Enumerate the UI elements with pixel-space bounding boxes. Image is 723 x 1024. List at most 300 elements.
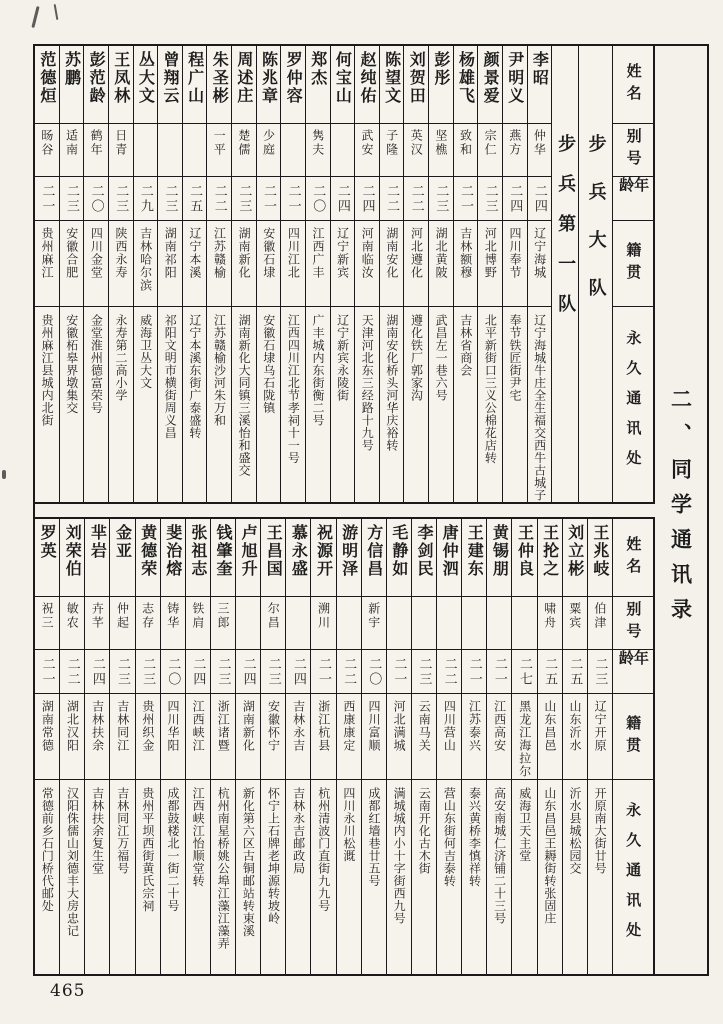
person-age: 二九	[137, 183, 153, 214]
person-native: 辽宁新宾	[335, 227, 350, 279]
person-age: 二三	[215, 656, 231, 687]
person-alias-cell	[355, 124, 379, 177]
person-age-cell	[563, 650, 587, 694]
person-age-cell	[412, 650, 436, 694]
person-native: 河北满城	[392, 700, 407, 752]
person-age: 二〇	[88, 183, 104, 214]
person-name: 曾翔云	[160, 51, 180, 105]
person-age-cell	[306, 177, 330, 221]
person-address: 成都鼓楼北一街二十号	[165, 787, 180, 912]
section-title: 二、同学通讯录	[668, 387, 694, 633]
person-alias-cell	[362, 597, 386, 650]
person-name: 王凤林	[111, 51, 131, 105]
person-native: 湖南常德	[40, 700, 55, 752]
person-native-cell	[136, 694, 160, 780]
person-address-cell	[186, 780, 210, 974]
person-name-cell	[158, 46, 182, 124]
person-alias: 铁肩	[190, 602, 205, 630]
person-column	[135, 519, 160, 974]
person-native-cell	[512, 694, 536, 780]
person-address: 祁阳文明市横街周义昌	[163, 314, 178, 439]
person-name: 钱肇奎	[213, 524, 233, 578]
tables-area	[35, 46, 655, 974]
person-column	[84, 519, 109, 974]
person-age-cell	[207, 177, 231, 221]
person-native-cell	[355, 221, 379, 307]
person-address-cell	[257, 307, 281, 502]
person-alias: 燕方	[507, 129, 522, 157]
person-name-cell	[538, 519, 562, 597]
person-name: 刘贺田	[407, 51, 427, 105]
person-alias: 坚樵	[433, 129, 448, 157]
person-name: 苏鹏	[62, 51, 82, 87]
person-alias: 子隆	[384, 129, 399, 157]
person-age-cell	[362, 650, 386, 694]
person-native-cell	[35, 221, 59, 307]
person-name: 朱圣彬	[210, 51, 230, 105]
person-name: 李剑民	[414, 524, 434, 578]
person-column	[486, 519, 511, 974]
person-native: 吉林哈尔滨	[138, 227, 153, 292]
person-age-cell	[429, 177, 453, 221]
person-name: 陈望文	[382, 51, 402, 105]
person-address-cell	[380, 307, 404, 502]
person-alias: 尔昌	[266, 602, 281, 630]
person-name-cell	[512, 519, 536, 597]
person-column	[511, 519, 536, 974]
person-name: 王仲良	[515, 524, 535, 578]
person-name: 范德烜	[37, 51, 57, 105]
person-column	[411, 519, 436, 974]
person-age: 二一	[491, 656, 507, 687]
person-column	[59, 519, 84, 974]
person-column	[256, 46, 281, 502]
person-name: 刘荣伯	[63, 524, 83, 578]
person-age-cell	[538, 650, 562, 694]
person-age: 二一	[457, 183, 473, 214]
person-alias-cell	[311, 597, 335, 650]
person-address-cell	[60, 780, 84, 974]
person-address-cell	[85, 780, 109, 974]
person-native-cell	[60, 221, 84, 307]
person-name: 王兆岐	[590, 524, 610, 578]
person-alias-cell	[306, 124, 330, 177]
person-age: 二四	[89, 656, 105, 687]
person-age: 二四	[334, 183, 350, 214]
person-column	[59, 46, 84, 502]
person-native: 江苏赣榆	[212, 227, 227, 279]
person-native-cell	[211, 694, 235, 780]
person-address: 贵州麻江县城内北街	[40, 314, 55, 427]
person-native: 湖南新化	[241, 700, 256, 752]
person-address: 吉林同江万福号	[115, 787, 130, 875]
header-alias	[613, 124, 653, 177]
person-address-cell	[311, 780, 335, 974]
person-address: 江苏赣榆沙河朱万和	[212, 314, 227, 427]
person-native-cell	[232, 221, 256, 307]
person-age: 二一	[39, 183, 55, 214]
person-column	[260, 519, 285, 974]
person-age-cell	[134, 177, 158, 221]
header-address-label: 永久通讯处	[624, 802, 643, 952]
person-address-cell	[503, 307, 527, 502]
person-native-cell	[207, 221, 231, 307]
person-native: 江苏泰兴	[467, 700, 482, 752]
person-name-cell	[35, 46, 59, 124]
person-age: 二〇	[165, 656, 181, 687]
person-native: 河北遵化	[409, 227, 424, 279]
person-native-cell	[588, 694, 612, 780]
person-age-cell	[236, 650, 260, 694]
person-age: 二一	[315, 656, 331, 687]
person-address-cell	[538, 780, 562, 974]
person-native-cell	[35, 694, 59, 780]
person-name-cell	[60, 519, 84, 597]
person-column	[436, 519, 461, 974]
person-address: 常德前乡石门桥代邮处	[40, 787, 55, 912]
person-column	[35, 519, 59, 974]
person-name-cell	[437, 519, 461, 597]
person-alias-cell	[35, 124, 59, 177]
person-alias-cell	[257, 124, 281, 177]
person-address-cell	[286, 780, 310, 974]
person-age: 二三	[433, 183, 449, 214]
person-native: 湖南祁阳	[163, 227, 178, 279]
person-alias: 仲起	[115, 602, 130, 630]
person-native: 吉林额穆	[458, 227, 473, 279]
person-name-cell	[528, 46, 552, 124]
person-address-cell	[84, 307, 108, 502]
person-alias-cell	[437, 597, 461, 650]
header-alias	[613, 597, 653, 650]
person-name-cell	[35, 519, 59, 597]
person-name-cell	[261, 519, 285, 597]
person-column	[310, 519, 335, 974]
person-alias-cell	[281, 124, 305, 177]
person-alias-cell	[503, 124, 527, 177]
person-address: 杭州南星桥姚公埠江藻江藻弄	[216, 787, 231, 950]
person-native: 浙江杭县	[316, 700, 331, 752]
person-alias: 铸华	[165, 602, 180, 630]
person-native: 湖南新化	[237, 227, 252, 279]
person-age: 二二	[384, 183, 400, 214]
person-age: 二三	[592, 656, 608, 687]
person-alias: 适南	[64, 129, 79, 157]
person-alias-cell	[110, 597, 134, 650]
person-name: 周述庄	[234, 51, 254, 105]
person-address: 泰兴黄桥李慎祥转	[467, 787, 482, 887]
person-name-cell	[134, 46, 158, 124]
battalion-label: 步兵大队	[585, 134, 607, 326]
header-native-label: 籍贯	[624, 714, 643, 759]
person-address: 辽宁海城牛庄全生福交西牛古城子	[532, 314, 547, 502]
person-address: 江西峡江怡顺堂转	[191, 787, 206, 887]
person-native-cell	[538, 694, 562, 780]
person-native: 安徽合肥	[64, 227, 79, 279]
person-native: 贵州织金	[140, 700, 155, 752]
person-name: 斐治熔	[163, 524, 183, 578]
header-native	[613, 694, 653, 780]
person-column	[537, 519, 562, 974]
person-address-cell	[387, 780, 411, 974]
person-native-cell	[257, 221, 281, 307]
roster-table-continued	[35, 517, 655, 974]
person-column	[562, 519, 587, 974]
person-age: 二三	[236, 183, 252, 214]
person-address-cell	[437, 780, 461, 974]
person-native-cell	[462, 694, 486, 780]
person-age-cell	[462, 650, 486, 694]
person-age-cell	[161, 650, 185, 694]
person-address-cell	[429, 307, 453, 502]
person-column	[133, 46, 158, 502]
person-name: 何宝山	[333, 51, 353, 105]
header-alias-label: 别号	[624, 601, 643, 645]
person-name-cell	[404, 46, 428, 124]
person-column	[361, 519, 386, 974]
person-name-cell	[454, 46, 478, 124]
scan-artifact	[31, 6, 39, 28]
person-age: 二一	[285, 183, 301, 214]
person-alias-cell	[331, 124, 355, 177]
person-native-cell	[337, 694, 361, 780]
header-native	[613, 221, 653, 307]
person-alias-cell	[207, 124, 231, 177]
person-address: 沂水县城松园交	[567, 787, 582, 875]
person-age: 二三	[265, 656, 281, 687]
person-name: 丛大文	[136, 51, 156, 105]
person-alias: 宗仁	[483, 129, 498, 157]
person-alias: 日青	[113, 129, 128, 157]
person-column	[461, 519, 486, 974]
person-age-cell	[355, 177, 379, 221]
person-native: 吉林永吉	[291, 700, 306, 752]
header-age-label: 年龄	[617, 177, 651, 199]
person-native: 辽宁开原	[593, 700, 608, 752]
person-native-cell	[110, 694, 134, 780]
person-name: 李昭	[530, 51, 550, 87]
person-native-cell	[84, 221, 108, 307]
person-alias-cell	[538, 597, 562, 650]
person-age: 二四	[190, 656, 206, 687]
person-address-cell	[331, 307, 355, 502]
person-alias-cell	[286, 597, 310, 650]
person-address-cell	[588, 780, 612, 974]
person-age-cell	[211, 650, 235, 694]
person-alias: 志存	[140, 602, 155, 630]
person-name-cell	[487, 519, 511, 597]
person-native: 四川江北	[286, 227, 301, 279]
person-age: 二三	[482, 183, 498, 214]
person-column	[587, 519, 612, 974]
person-native-cell	[161, 694, 185, 780]
person-address-cell	[337, 780, 361, 974]
person-age-cell	[60, 177, 84, 221]
person-name: 芈岩	[88, 524, 108, 560]
person-alias: 伯津	[592, 602, 607, 630]
person-alias-cell	[588, 597, 612, 650]
person-native: 江西高安	[492, 700, 507, 752]
person-address-cell	[528, 307, 552, 502]
person-alias-cell	[161, 597, 185, 650]
person-native: 河南临汝	[360, 227, 375, 279]
person-native-cell	[380, 221, 404, 307]
person-column	[285, 519, 310, 974]
person-address-cell	[478, 307, 502, 502]
person-name-cell	[207, 46, 231, 124]
person-name: 颜景爱	[481, 51, 501, 105]
person-name-cell	[563, 519, 587, 597]
person-age-cell	[478, 177, 502, 221]
person-name-cell	[257, 46, 281, 124]
person-age: 二三	[63, 183, 79, 214]
person-address-cell	[404, 307, 428, 502]
person-name-cell	[380, 46, 404, 124]
person-alias-cell	[412, 597, 436, 650]
person-address-cell	[35, 780, 59, 974]
person-alias-cell	[261, 597, 285, 650]
header-alias-label: 别号	[624, 128, 643, 172]
person-name-cell	[362, 519, 386, 597]
person-name: 游明泽	[339, 524, 359, 578]
person-address: 安徽柘皋界墩集交	[64, 314, 79, 414]
person-address: 杭州清波门直街九九号	[316, 787, 331, 912]
header-name-label: 姓名	[624, 535, 643, 580]
person-address: 吉林永吉邮政局	[291, 787, 306, 875]
person-name: 王抡之	[540, 524, 560, 578]
person-column	[109, 519, 134, 974]
person-alias-cell	[232, 124, 256, 177]
person-native-cell	[183, 221, 207, 307]
person-age-cell	[84, 177, 108, 221]
header-address	[613, 780, 653, 974]
person-native: 湖北汉阳	[65, 700, 80, 752]
person-name: 卢旭升	[239, 524, 259, 578]
person-age: 二三	[162, 183, 178, 214]
person-native-cell	[563, 694, 587, 780]
person-native: 云南马关	[417, 700, 432, 752]
person-native-cell	[85, 694, 109, 780]
person-alias: 啸舟	[542, 602, 557, 630]
person-name-cell	[85, 519, 109, 597]
person-address: 成都红墙巷廿五号	[366, 787, 381, 887]
person-alias-cell	[84, 124, 108, 177]
person-address: 满城城内小十字街西九号	[392, 787, 407, 925]
person-age-cell	[136, 650, 160, 694]
person-native: 安徽怀宁	[266, 700, 281, 752]
person-alias-cell	[186, 597, 210, 650]
person-address: 汉阳侏儒山刘德丰大房忠记	[65, 787, 80, 937]
person-alias: 新宇	[366, 602, 381, 630]
person-name: 张祖志	[188, 524, 208, 578]
person-name-cell	[84, 46, 108, 124]
person-age: 二五	[187, 183, 203, 214]
person-alias: 英汉	[409, 129, 424, 157]
person-address: 营山东街何吉泰转	[442, 787, 457, 887]
person-alias-cell	[236, 597, 260, 650]
person-age: 二一	[466, 656, 482, 687]
person-age: 二一	[260, 183, 276, 214]
person-alias-cell	[512, 597, 536, 650]
header-address-label: 永久通讯处	[624, 329, 643, 480]
person-age-cell	[380, 177, 404, 221]
person-alias-cell	[528, 124, 552, 177]
person-name-cell	[136, 519, 160, 597]
person-age-cell	[528, 177, 552, 221]
person-age-cell	[404, 177, 428, 221]
person-age-cell	[387, 650, 411, 694]
header-age-label: 年龄	[616, 650, 650, 672]
person-alias-cell	[136, 597, 160, 650]
person-age-cell	[512, 650, 536, 694]
person-alias: 粟宾	[567, 602, 582, 630]
person-column	[160, 519, 185, 974]
person-alias-cell	[337, 597, 361, 650]
scan-artifact	[2, 470, 6, 479]
person-native-cell	[306, 221, 330, 307]
person-name: 黄锡朋	[490, 524, 510, 578]
person-age-cell	[35, 650, 59, 694]
person-address-cell	[462, 780, 486, 974]
person-address: 辽宁新宾永陵街	[335, 314, 350, 402]
person-column	[477, 46, 502, 502]
person-address: 高安南城仁济铺二十三号	[492, 787, 507, 925]
person-age-cell	[85, 650, 109, 694]
person-native-cell	[404, 221, 428, 307]
person-name-cell	[588, 519, 612, 597]
person-alias-cell	[404, 124, 428, 177]
person-alias-cell	[211, 597, 235, 650]
person-age: 二三	[416, 656, 432, 687]
person-name: 赵纯佑	[357, 51, 377, 105]
person-native-cell	[281, 221, 305, 307]
header-age	[613, 177, 653, 221]
person-name: 程广山	[185, 51, 205, 105]
person-native: 湖南安化	[384, 227, 399, 279]
person-address-cell	[512, 780, 536, 974]
person-name-cell	[186, 519, 210, 597]
person-alias: 隽夫	[310, 129, 325, 157]
person-name-cell	[281, 46, 305, 124]
person-address-cell	[109, 307, 133, 502]
person-address-cell	[261, 780, 285, 974]
header-column-bottom	[612, 519, 653, 974]
person-alias-cell	[85, 597, 109, 650]
person-address-cell	[281, 307, 305, 502]
person-name-cell	[286, 519, 310, 597]
person-native-cell	[261, 694, 285, 780]
person-age: 二四	[359, 183, 375, 214]
person-alias: 鹤年	[89, 129, 104, 157]
person-alias: 少庭	[261, 129, 276, 157]
page-frame	[33, 44, 709, 976]
person-age: 二二	[64, 656, 80, 687]
person-alias-cell	[429, 124, 453, 177]
person-column	[386, 519, 411, 974]
header-column-top	[612, 46, 653, 502]
person-name-cell	[110, 519, 134, 597]
person-native: 四川华阳	[165, 700, 180, 752]
person-alias: 旸谷	[39, 129, 54, 157]
person-native-cell	[528, 221, 552, 307]
person-age: 二四	[531, 183, 547, 214]
person-column	[210, 519, 235, 974]
person-age: 二一	[391, 656, 407, 687]
person-age: 二四	[507, 183, 523, 214]
person-native-cell	[311, 694, 335, 780]
person-alias-cell	[478, 124, 502, 177]
person-native: 山东昌邑	[542, 700, 557, 752]
